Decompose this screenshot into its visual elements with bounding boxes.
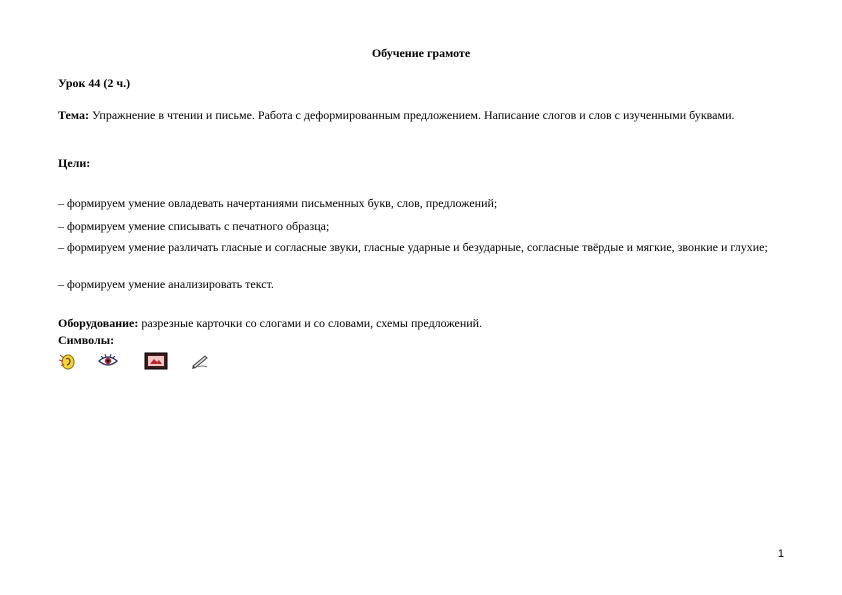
goal-item: – формируем умение овладевать начертаниями письменных букв, слов, предложений; (58, 196, 498, 210)
picture-icon (144, 351, 168, 371)
symbols-heading: Символы: (58, 333, 115, 347)
goal-item: – формируем умение анализировать текст. (58, 277, 274, 291)
lesson-number: Урок 44 (2 ч.) (58, 76, 131, 90)
goal-item: – формируем умение различать гласные и согласные звуки, гласные ударные и безударные, согласные твёрдые и мягкие, звонкие и глухие; (58, 240, 768, 254)
goals-heading: Цели: (58, 156, 91, 170)
page-number: 1 (777, 548, 784, 560)
listen-icon (58, 351, 78, 371)
theme-text: Упражнение в чтении и письме. Работа с деформированным предложением. Написание слогов и слов с изученными буквами. (88, 108, 735, 122)
pen-icon (190, 351, 210, 371)
symbols-row (58, 351, 218, 371)
page-title: Обучение грамоте (371, 46, 471, 60)
equipment-label: Оборудование: (58, 316, 139, 330)
theme-label: Тема: (58, 108, 89, 122)
goal-item: – формируем умение списывать с печатного образца; (58, 219, 330, 233)
equipment-text: разрезные карточки со слогами и со словами, схемы предложений. (138, 316, 483, 330)
eye-icon (98, 351, 118, 371)
lesson-theme (58, 108, 788, 123)
equipment (58, 316, 788, 331)
